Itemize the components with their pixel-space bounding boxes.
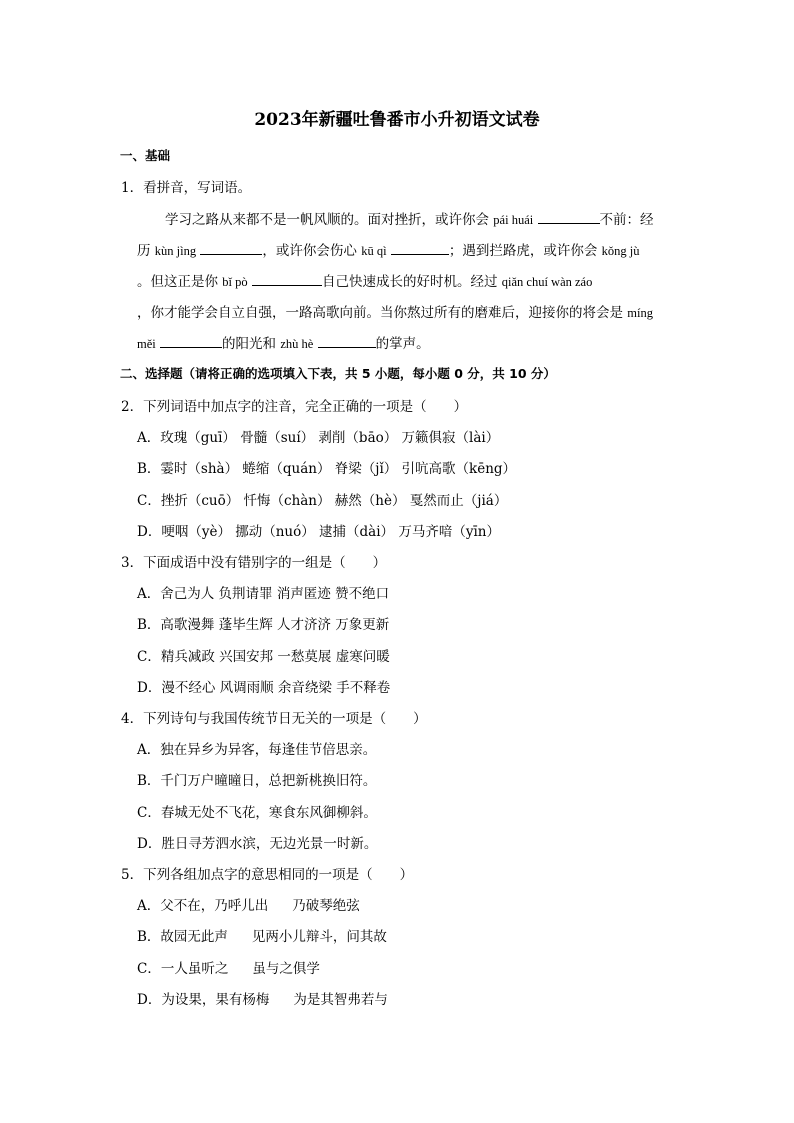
pinyin-kong-ju: kǒng jù bbox=[601, 244, 640, 258]
pinyin-zhu-he: zhù hè bbox=[280, 337, 314, 351]
question-5-stem: 5．下列各组加点字的意思相同的一项是（ ） bbox=[121, 867, 414, 883]
q1-line-3: 。但这正是你 bǐ pò 自己快速成长的好时机。经过 qiǎn chuí wàn záo bbox=[137, 274, 593, 290]
q1-line-4: ，你才能学会自立自强，一路高歌向前。当你熬过所有的磨难后，迎接你的将会是 míng bbox=[137, 305, 653, 321]
q1-line-2: 历 kùn jìng ，或许你会伤心 kū qì ；遇到拦路虎，或许你会 kǒng jù bbox=[137, 243, 640, 259]
q5-option-c[interactable]: C．一人虽听之 虽与之俱学 bbox=[137, 961, 320, 977]
page-title: 2023年新疆吐鲁番市小升初语文试卷 bbox=[254, 110, 540, 130]
answer-blank[interactable] bbox=[538, 211, 600, 224]
answer-blank[interactable] bbox=[252, 273, 322, 286]
question-3-stem: 3．下面成语中没有错别字的一组是（ ） bbox=[121, 555, 387, 571]
pinyin-ku-qi: kū qì bbox=[361, 244, 387, 258]
answer-blank[interactable] bbox=[160, 335, 222, 348]
q4-option-d[interactable]: D．胜日寻芳泗水滨，无边光景一时新。 bbox=[137, 836, 378, 852]
section-heading-basics: 一、基础 bbox=[120, 148, 171, 163]
pinyin-kun-jing: kùn jìng bbox=[154, 244, 197, 258]
answer-blank[interactable] bbox=[318, 335, 376, 348]
q4-option-a[interactable]: A．独在异乡为异客，每逢佳节倍思亲。 bbox=[137, 742, 377, 758]
question-4-stem: 4．下列诗句与我国传统节日无关的一项是（ ） bbox=[121, 711, 427, 727]
pinyin-qian-chui-wan-zao: qiǎn chuí wàn záo bbox=[501, 275, 593, 289]
question-2-stem: 2．下列词语中加点字的注音，完全正确的一项是（ ） bbox=[121, 399, 468, 415]
q5-option-d[interactable]: D．为设果，果有杨梅 为是其智弗若与 bbox=[137, 992, 388, 1008]
pinyin-ming: míng bbox=[627, 306, 653, 320]
pinyin-mei: měi bbox=[137, 337, 156, 351]
q3-option-c[interactable]: C．精兵减政 兴国安邦 一愁莫展 虚寒问暖 bbox=[137, 649, 390, 665]
question-1-stem: 1．看拼音，写词语。 bbox=[121, 180, 252, 196]
pinyin-pai-huai: pái huái bbox=[493, 213, 534, 227]
pinyin-bi-po: bǐ pò bbox=[222, 275, 248, 289]
q3-option-a[interactable]: A．舍己为人 负荆请罪 消声匿迹 赞不绝口 bbox=[137, 586, 390, 602]
q5-option-a[interactable]: A．父不在，乃呼儿出 乃破琴绝弦 bbox=[137, 898, 360, 914]
answer-blank[interactable] bbox=[391, 242, 449, 255]
answer-blank[interactable] bbox=[200, 242, 262, 255]
q2-option-a[interactable]: A．玫瑰（guī） 骨髓（suí） 剥削（bāo） 万籁俱寂（lài） bbox=[137, 430, 500, 446]
q3-option-d[interactable]: D．漫不经心 风调雨顺 余音绕梁 手不释卷 bbox=[137, 680, 391, 696]
q5-option-b[interactable]: B．故园无此声 见两小儿辩斗，问其故 bbox=[137, 929, 387, 945]
q1-line-1: 学习之路从来都不是一帆风顺的。面对挫折，或许你会 pái huái 不前：经 bbox=[165, 212, 654, 228]
section-heading-choice: 二、选择题（请将正确的选项填入下表，共 5 小题，每小题 0 分，共 10 分） bbox=[120, 366, 556, 381]
q4-option-b[interactable]: B．千门万户曈曈日，总把新桃换旧符。 bbox=[137, 773, 377, 789]
q2-option-b[interactable]: B．霎时（shà） 蜷缩（quán） 脊梁（jǐ） 引吭高歌（kēng） bbox=[137, 461, 517, 477]
q3-option-b[interactable]: B．高歌漫舞 蓬毕生辉 人才济济 万象更新 bbox=[137, 617, 390, 633]
q2-option-c[interactable]: C．挫折（cuō） 忏悔（chàn） 赫然（hè） 戛然而止（jiá） bbox=[137, 493, 508, 509]
q4-option-c[interactable]: C．春城无处不飞花，寒食东风御柳斜。 bbox=[137, 805, 377, 821]
q2-option-d[interactable]: D．哽咽（yè） 挪动（nuó） 逮捕（dài） 万马齐喑（yīn） bbox=[137, 524, 500, 540]
q1-line-5: měi 的阳光和 zhù hè 的掌声。 bbox=[137, 336, 430, 352]
